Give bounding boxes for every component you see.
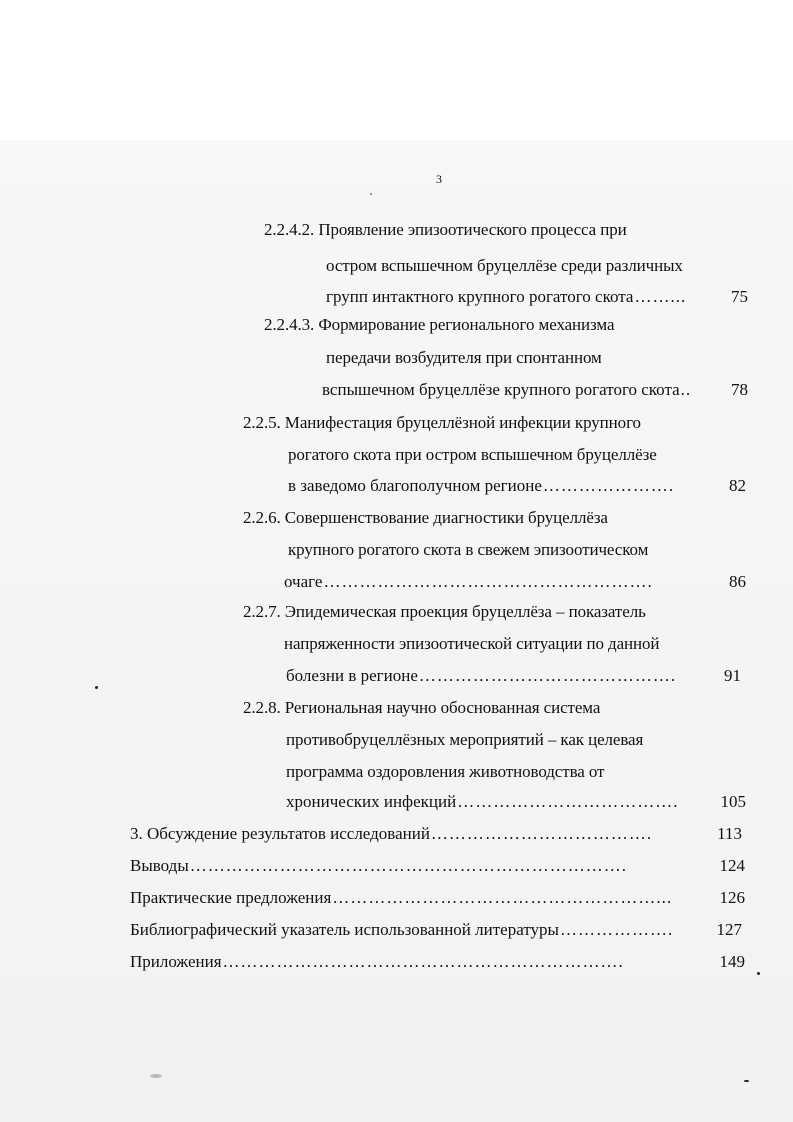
toc-page-number: 105: [720, 792, 746, 811]
toc-page-number: 124: [719, 856, 745, 875]
toc-entry-discussion: [130, 824, 742, 844]
toc-entry-2-2-8: [286, 792, 746, 812]
toc-page-number: 126: [719, 888, 745, 907]
toc-line: программа оздоровления животноводства от: [286, 762, 605, 781]
toc-entry-text: Практические предложения: [130, 888, 332, 907]
toc-line: передачи возбудителя при спонтанном: [326, 348, 602, 367]
toc-entry-practical-proposals: [130, 888, 745, 908]
toc-line: 2.2.8. Региональная научно обоснованная система: [243, 698, 601, 717]
toc-page-number: 149: [719, 952, 745, 971]
toc-line: напряженности эпизоотической ситуации по данной: [284, 634, 660, 653]
toc-leader-dots: ……………….: [559, 920, 674, 939]
toc-line: противобруцеллёзных мероприятий – как целевая: [286, 730, 644, 749]
toc-entry-text: очаге: [284, 572, 323, 591]
toc-page-number: 91: [724, 666, 741, 685]
toc-leader-dots: ………………………………………………...: [332, 888, 673, 907]
toc-leader-dots: ………………….: [542, 476, 675, 495]
toc-entry-text: 3. Обсуждение результатов исследований: [130, 824, 430, 843]
scan-speck: [744, 1080, 749, 1082]
toc-leader-dots: ……………………………….: [430, 824, 653, 843]
toc-leader-dots: ..: [680, 380, 692, 399]
toc-entry-text: Выводы: [130, 856, 189, 875]
toc-entry-bibliography: [130, 920, 742, 940]
toc-entry-2-2-5: [288, 476, 746, 496]
toc-leader-dots: ……………………………………………………………….: [189, 856, 628, 875]
toc-page-number: 75: [731, 287, 748, 306]
toc-leader-dots: …………………………………….: [418, 666, 677, 685]
toc-page-number: 82: [729, 476, 746, 495]
toc-entry-2-2-7: [286, 666, 741, 686]
toc-entry-text: Приложения: [130, 952, 222, 971]
toc-line: 2.2.6. Совершенствование диагностики бруцеллёза: [243, 508, 608, 527]
toc-page-number: 86: [729, 572, 746, 591]
toc-entry-text: Библиографический указатель использованной литературы: [130, 920, 559, 939]
toc-line: рогатого скота при остром вспышечном бруцеллёзе: [288, 445, 657, 464]
toc-page-number: 78: [731, 380, 748, 399]
toc-entry-2-2-6: [284, 572, 746, 592]
toc-entry-text: в заведомо благополучном регионе: [288, 476, 542, 495]
toc-page-number: 127: [716, 920, 742, 939]
toc-entry-text: групп интактного крупного рогатого скота: [326, 287, 634, 306]
toc-leader-dots: ………………………………………………………….: [222, 952, 624, 971]
toc-entry-conclusions: [130, 856, 745, 876]
scan-speck: [95, 686, 98, 689]
toc-page-number: 113: [717, 824, 742, 843]
scan-speck: [757, 972, 760, 975]
toc-entry-text: хронических инфекций: [286, 792, 457, 811]
toc-leader-dots: ……...: [634, 287, 687, 306]
scan-speck: [370, 193, 372, 195]
toc-leader-dots: ……………………………….: [457, 792, 679, 811]
toc-entry-appendices: [130, 952, 745, 972]
page-number: 3: [436, 172, 442, 186]
toc-entry-text: болезни в регионе: [286, 666, 418, 685]
toc-line: крупного рогатого скота в свежем эпизоотическом: [288, 540, 649, 559]
toc-entry-2-2-4-2: [326, 287, 748, 307]
toc-line: 2.2.7. Эпидемическая проекция бруцеллёза – показатель: [243, 602, 646, 621]
toc-line: 2.2.5. Манифестация бруцеллёзной инфекции крупного: [243, 413, 641, 432]
toc-entry-text: вспышечном бруцеллёзе крупного рогатого скота: [322, 380, 680, 399]
toc-entry-2-2-4-3: [322, 380, 748, 400]
toc-line: 2.2.4.3. Формирование регионального механизма: [264, 315, 615, 334]
toc-line: остром вспышечном бруцеллёзе среди различных: [326, 256, 683, 275]
toc-leader-dots: ……………………………………………….: [323, 572, 653, 591]
scan-smudge: [150, 1074, 162, 1078]
toc-line: 2.2.4.2. Проявление эпизоотического процесса при: [264, 220, 627, 239]
